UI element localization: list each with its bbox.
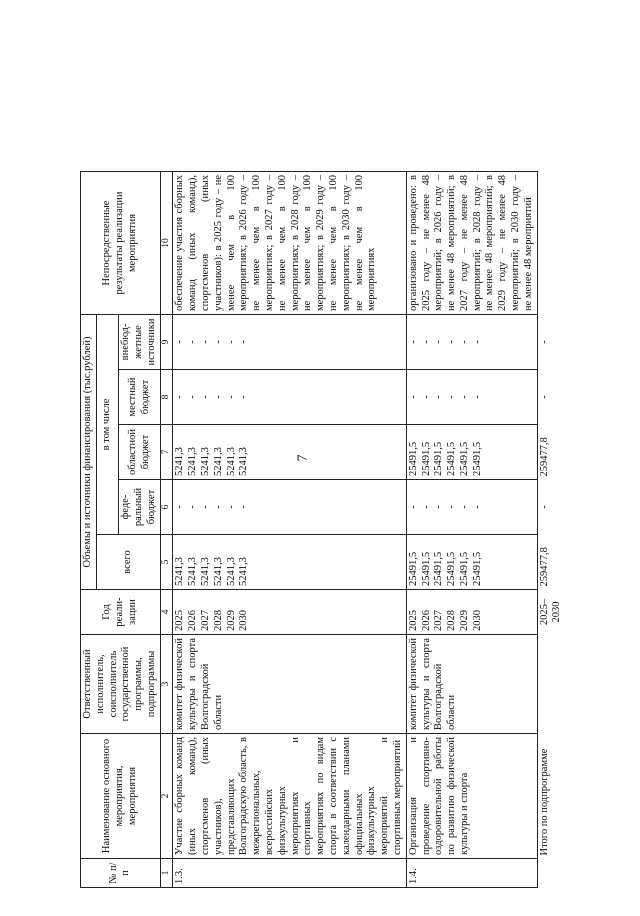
column-number: 3 — [160, 635, 173, 734]
table-row — [406, 172, 537, 888]
years-value: 2028 — [212, 610, 224, 631]
federal-value: - — [174, 505, 186, 509]
local-value: - — [446, 395, 458, 399]
col-local — [406, 370, 537, 425]
header-total: всего — [96, 535, 160, 590]
header-incl: в том числе — [96, 315, 119, 535]
footer-label: Итого по подпрограмме — [538, 748, 550, 856]
footer-row — [537, 172, 565, 888]
offbudget-value: - — [212, 340, 224, 344]
years-value: 2029 — [458, 610, 470, 631]
rotated-page — [0, 16, 640, 916]
local-value: - — [174, 395, 186, 399]
total-value: 25491,5 — [433, 551, 445, 586]
regional-value: 25491,5 — [471, 441, 483, 476]
regional-value: 25491,5 — [446, 441, 458, 476]
regional-value: 5241,3 — [238, 447, 250, 476]
column-number: 6 — [160, 480, 173, 535]
local-value: - — [225, 395, 237, 399]
local-value: - — [471, 395, 483, 399]
col-years — [173, 590, 406, 635]
col-local — [173, 370, 406, 425]
offbudget-value: - — [238, 340, 250, 344]
federal-value: - — [433, 505, 445, 509]
header-responsible: Ответственный исполнитель, соисполнитель государственной программы, подпрограммы — [81, 635, 161, 734]
total-value: 25491,5 — [471, 551, 483, 586]
regional-value: 5241,3 — [174, 447, 186, 476]
offbudget-value: - — [433, 340, 445, 344]
offbudget-value: - — [174, 340, 186, 344]
outcome-text: организовано и проведено: в 2025 году – не менее 48 мероприятий; в 2026 году – не менее 48 мероприятий; в 2027 году – не менее 48 мероприятий; в 2028 году – не менее 48 мероприятий; в 2029 году – не менее 48 мероприятий; в 2030 году – не менее 48 мероприятий — [406, 172, 537, 315]
header-regional: областной бюджет — [119, 425, 160, 480]
total-value: 5241,3 — [238, 557, 250, 586]
regional-value: 5241,3 — [212, 447, 224, 476]
total-value: 5241,3 — [225, 557, 237, 586]
regional-value: 5241,3 — [225, 447, 237, 476]
years-value: 2025 — [174, 610, 186, 631]
local-value: - — [407, 395, 419, 399]
column-number-row — [160, 172, 173, 888]
table-body — [173, 172, 537, 888]
federal-value: - — [407, 505, 419, 509]
program-table — [80, 171, 565, 888]
footer-total: 259477,8 — [538, 547, 550, 587]
local-value: - — [199, 395, 211, 399]
local-value: - — [212, 395, 224, 399]
footer-regional: 259477,8 — [538, 437, 550, 477]
offbudget-value: - — [199, 340, 211, 344]
years-value: 2030 — [238, 610, 250, 631]
col-regional — [173, 425, 406, 480]
row-number: 1.4. — [406, 859, 537, 888]
col-federal — [173, 480, 406, 535]
total-value: 5241,3 — [187, 557, 199, 586]
col-regional — [406, 425, 537, 480]
regional-value: 25491,5 — [433, 441, 445, 476]
header-no: № п/п — [81, 859, 161, 888]
regional-value: 25491,5 — [407, 441, 419, 476]
header-funding: Объемы и источники финансирования (тыс.рублей) — [81, 315, 97, 590]
total-value: 5241,3 — [199, 557, 211, 586]
measure-name: Участие сборных команд (иных команд), спортсменов (иных участников), представляющих Волгоградскую область, в межрегиональных, всероссийских физкультурных мероприятиях и спортивных мероприятиях по видам спорта в соответствии с календарными планами официальных физкультурных мероприятий и спортивных мероприятий — [173, 734, 406, 859]
total-value: 25491,5 — [420, 551, 432, 586]
regional-value: 5241,3 — [199, 447, 211, 476]
header-year: Год реали-зации — [81, 590, 161, 635]
regional-value: 25491,5 — [420, 441, 432, 476]
regional-value: 25491,5 — [458, 441, 470, 476]
federal-value: - — [212, 505, 224, 509]
col-total — [406, 535, 537, 590]
header-offbudget: внебюд-жетные источники — [119, 315, 160, 370]
measure-name: Организация и проведение спортивно-оздоровительной работы по развитию физической культуры и спорта — [406, 734, 537, 859]
table-row — [173, 172, 406, 888]
total-value: 5241,3 — [212, 557, 224, 586]
column-number: 5 — [160, 535, 173, 590]
regional-value: 5241,3 — [187, 447, 199, 476]
header-name: Наименование основного мероприятия, мероприятия — [81, 734, 161, 859]
local-value: - — [433, 395, 445, 399]
years-value: 2030 — [471, 610, 483, 631]
col-federal — [406, 480, 537, 535]
local-value: - — [420, 395, 432, 399]
column-number: 1 — [160, 859, 173, 888]
col-offbudget — [173, 315, 406, 370]
offbudget-value: - — [187, 340, 199, 344]
local-value: - — [458, 395, 470, 399]
federal-value: - — [187, 505, 199, 509]
column-number: 2 — [160, 734, 173, 859]
years-value: 2028 — [446, 610, 458, 631]
row-number: 1.3. — [173, 859, 406, 888]
local-value: - — [238, 395, 250, 399]
years-value: 2026 — [187, 610, 199, 631]
column-number: 10 — [160, 172, 173, 315]
total-value: 25491,5 — [446, 551, 458, 586]
offbudget-value: - — [420, 340, 432, 344]
col-total — [173, 535, 406, 590]
responsible-executor: комитет физической культуры и спорта Волгоградской области — [173, 635, 406, 734]
header-federal: феде-ральный бюджет — [119, 480, 160, 535]
federal-value: - — [446, 505, 458, 509]
footer-offbudget: - — [538, 340, 550, 344]
footer-years: 2025–2030 — [538, 598, 563, 626]
offbudget-value: - — [225, 340, 237, 344]
total-value: 25491,5 — [407, 551, 419, 586]
local-value: - — [187, 395, 199, 399]
years-value: 2027 — [199, 610, 211, 631]
footer-federal: - — [538, 505, 550, 509]
col-years — [406, 590, 537, 635]
column-number: 4 — [160, 590, 173, 635]
header-local: местный бюджет — [119, 370, 160, 425]
offbudget-value: - — [446, 340, 458, 344]
page-number: 7 — [295, 454, 311, 462]
total-value: 5241,3 — [174, 557, 186, 586]
column-number: 7 — [160, 425, 173, 480]
outcome-text: обеспечение участия сборных команд (иных команд), спортсменов (иных участников): в 2025 году – не менее чем в 100 мероприятиях; в 2026 году – не менее чем в 100 мероприятиях; в 2027 году – не менее чем в 100 мероприятиях; в 2028 году – не менее чем в 100 мероприятиях; в 2029 году – не менее чем в 100 мероприятиях; в 2030 году – не менее чем в 100 мероприятиях — [173, 172, 406, 315]
federal-value: - — [199, 505, 211, 509]
offbudget-value: - — [471, 340, 483, 344]
years-value: 2026 — [420, 610, 432, 631]
column-number: 8 — [160, 370, 173, 425]
column-number: 9 — [160, 315, 173, 370]
federal-value: - — [458, 505, 470, 509]
total-value: 25491,5 — [458, 551, 470, 586]
responsible-executor: комитет физической культуры и спорта Волгоградской области — [406, 635, 537, 734]
years-value: 2027 — [433, 610, 445, 631]
federal-value: - — [471, 505, 483, 509]
federal-value: - — [420, 505, 432, 509]
footer-local: - — [538, 395, 550, 399]
offbudget-value: - — [458, 340, 470, 344]
federal-value: - — [238, 505, 250, 509]
header-outcome: Непосредственные результаты реализации мероприятия — [81, 172, 161, 315]
years-value: 2029 — [225, 610, 237, 631]
col-offbudget — [406, 315, 537, 370]
offbudget-value: - — [407, 340, 419, 344]
years-value: 2025 — [407, 610, 419, 631]
federal-value: - — [225, 505, 237, 509]
